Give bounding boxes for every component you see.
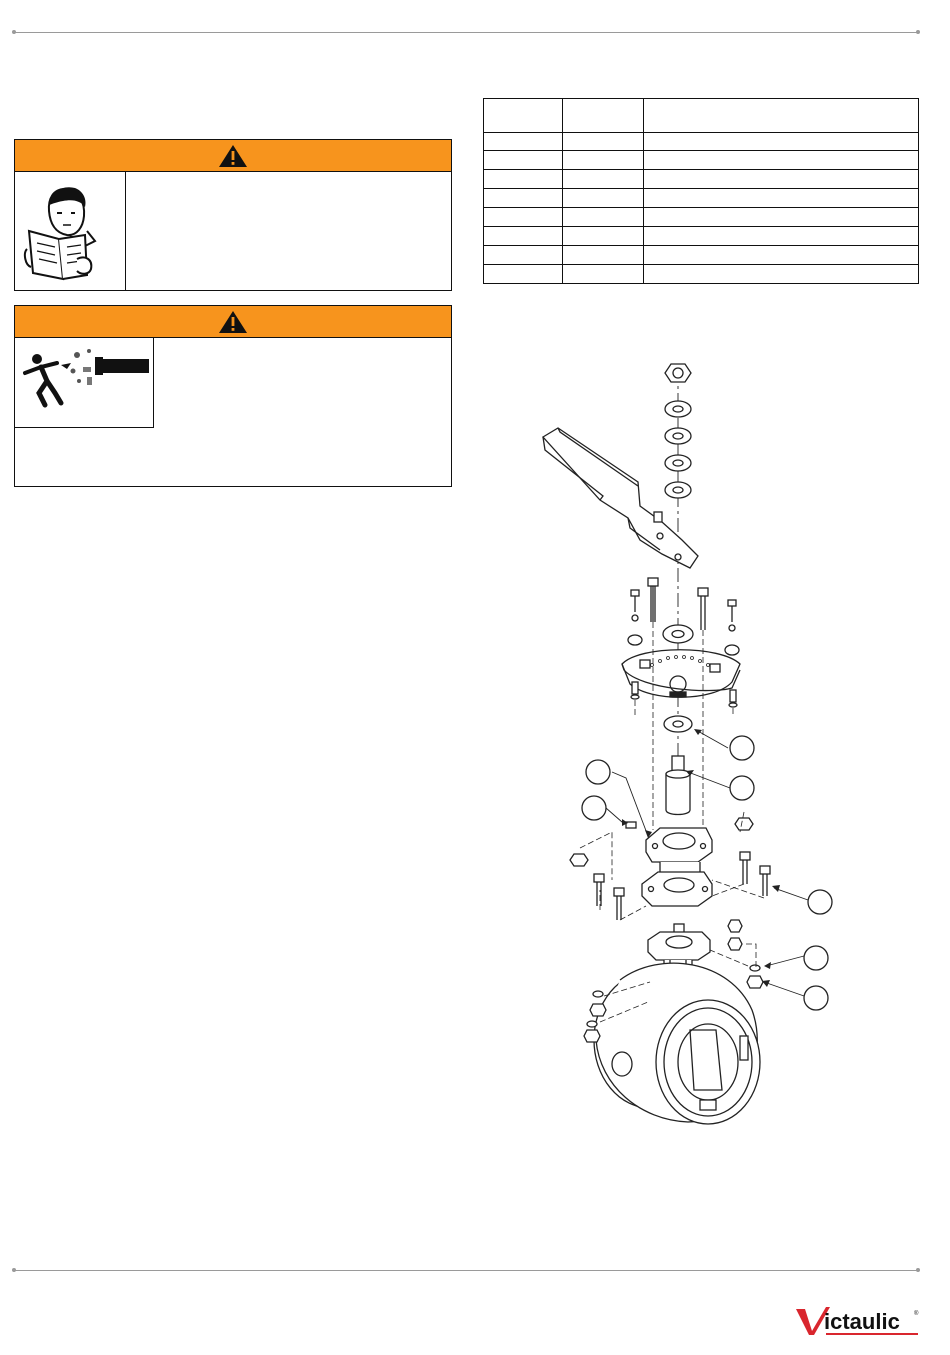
top-bolts xyxy=(628,578,739,655)
table-row xyxy=(484,227,919,246)
table-row xyxy=(484,208,919,227)
svg-text:®: ® xyxy=(914,1311,919,1317)
victaulic-logo xyxy=(796,1305,922,1337)
bonnet-upper xyxy=(646,828,712,862)
parts-table xyxy=(483,98,919,284)
reading-manual-icon xyxy=(15,171,125,290)
callout-bubbles xyxy=(582,736,832,1010)
table-header-row xyxy=(484,99,919,133)
callout-bubble xyxy=(804,986,828,1010)
warning-illustration-panel xyxy=(15,337,154,428)
table-row xyxy=(484,133,919,151)
pressure-hazard-icon xyxy=(15,337,153,427)
table-header-cell xyxy=(484,99,563,133)
indicator-plate xyxy=(622,650,740,698)
valve-stem xyxy=(666,756,690,815)
washer-stack xyxy=(665,401,691,498)
callout-bubble xyxy=(804,946,828,970)
warning-box-read-instructions xyxy=(14,139,452,291)
callout-bubble xyxy=(730,776,754,800)
table-row xyxy=(484,265,919,284)
valve-handle xyxy=(543,428,698,568)
table-row xyxy=(484,246,919,265)
warning-header-bar xyxy=(15,140,451,172)
callout-bubble xyxy=(808,890,832,914)
callout-bubble xyxy=(586,760,610,784)
callout-bubble xyxy=(582,796,606,820)
warning-header-bar xyxy=(15,306,451,338)
table-row xyxy=(484,151,919,170)
warning-triangle-icon xyxy=(218,144,248,168)
table-header-cell xyxy=(644,99,919,133)
bonnet-body xyxy=(642,862,712,906)
svg-text:ictaulic: ictaulic xyxy=(824,1309,900,1334)
header-rule xyxy=(14,32,918,33)
valve-body xyxy=(594,924,760,1124)
footer-rule xyxy=(14,1270,918,1271)
warning-triangle-icon xyxy=(218,310,248,334)
top-nut xyxy=(665,364,691,382)
table-row xyxy=(484,170,919,189)
callout-bubble xyxy=(730,736,754,760)
table-header-cell xyxy=(563,99,644,133)
warning-illustration-panel xyxy=(15,171,126,290)
warning-box-pressure-hazard xyxy=(14,305,452,487)
table-row xyxy=(484,189,919,208)
